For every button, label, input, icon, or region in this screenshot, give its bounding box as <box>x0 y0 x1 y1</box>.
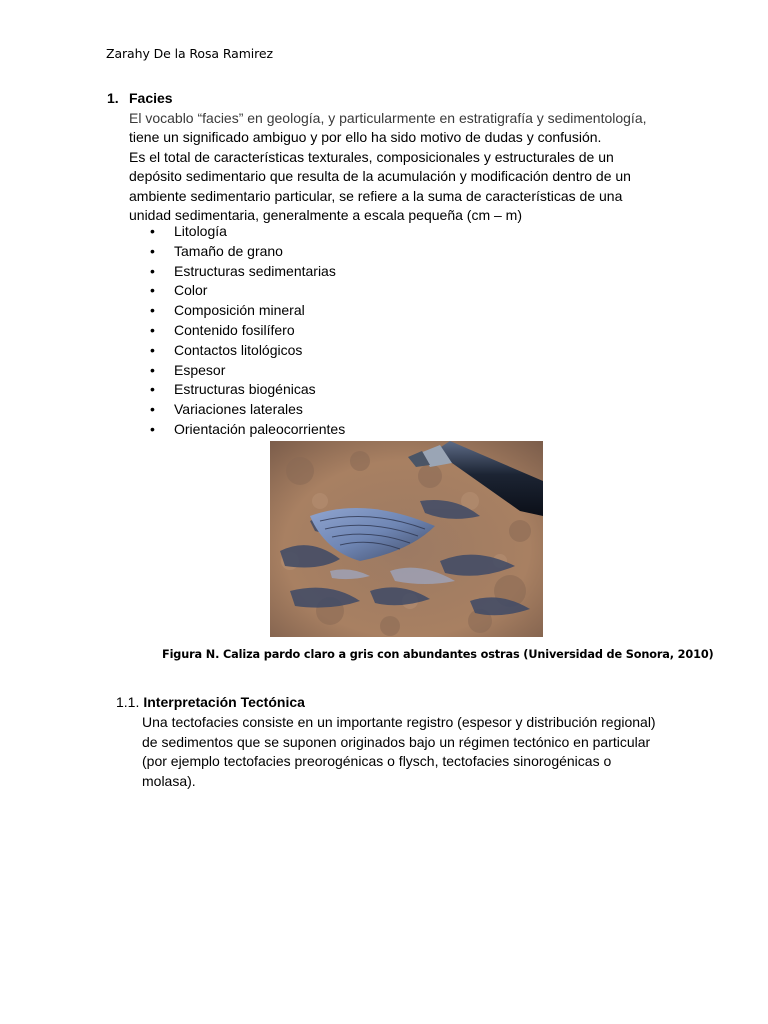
bullet-icon: • <box>150 420 155 437</box>
list-item: • Litología <box>150 222 345 242</box>
bullet-icon: • <box>150 341 155 358</box>
rock-photo <box>270 441 543 637</box>
subsection-heading <box>116 694 305 710</box>
author-name: Zarahy De la Rosa Ramirez <box>106 46 273 61</box>
list-item: • Variaciones laterales <box>150 400 345 420</box>
list-item: • Color <box>150 281 345 301</box>
intro-line: depósito sedimentario que resulta de la acumulación y modificación dentro de un <box>129 168 631 185</box>
section-title: Facies <box>129 90 173 106</box>
bullet-icon: • <box>150 282 155 299</box>
bullet-icon: • <box>150 321 155 338</box>
list-item: • Estructuras biogénicas <box>150 380 345 400</box>
body-line: (por ejemplo tectofacies preorogénicas o flysch, tectofacies sinorogénicas o <box>142 753 612 770</box>
bullet-icon: • <box>150 242 155 259</box>
bullet-icon: • <box>150 302 155 319</box>
list-item: • Estructuras sedimentarias <box>150 262 345 282</box>
intro-line: ambiente sedimentario particular, se refiere a la suma de características de una <box>129 187 623 204</box>
intro-line: El vocablo “facies” en geología, y particularmente en estratigrafía y sedimentología, <box>129 110 647 126</box>
bullet-icon: • <box>150 361 155 378</box>
bullet-icon: • <box>150 381 155 398</box>
intro-line: tiene un significado ambiguo y por ello ha sido motivo de dudas y confusión. <box>129 129 602 146</box>
section-number: 1. <box>107 90 119 106</box>
body-line: molasa). <box>142 772 196 789</box>
list-item: • Orientación paleocorrientes <box>150 420 345 440</box>
bullet-icon: • <box>150 262 155 279</box>
list-item: • Espesor <box>150 361 345 381</box>
bullet-icon: • <box>150 223 155 239</box>
list-item: • Composición mineral <box>150 301 345 321</box>
bullet-icon: • <box>150 401 155 418</box>
section-heading <box>107 90 173 106</box>
characteristics-list <box>150 222 345 440</box>
section-intro <box>129 109 659 225</box>
list-item: • Contactos litológicos <box>150 341 345 361</box>
subsection-number: 1.1. <box>116 694 140 710</box>
subsection-title: Interpretación Tectónica <box>143 694 305 710</box>
intro-line: Es el total de características texturales, composicionales y estructurales de un <box>129 148 614 165</box>
figure-caption: Figura N. Caliza pardo claro a gris con abundantes ostras (Universidad de Sonora, 2010) <box>162 648 714 661</box>
intro-line: unidad sedimentaria, generalmente a escala pequeña (cm – m) <box>129 207 523 224</box>
body-line: Una tectofacies consiste en un importante registro (espesor y distribución regional) <box>142 714 656 730</box>
body-line: de sedimentos que se suponen originados bajo un régimen tectónico en particular <box>142 733 651 750</box>
subsection-body <box>142 713 662 791</box>
list-item: • Tamaño de grano <box>150 242 345 262</box>
list-item: • Contenido fosilífero <box>150 321 345 341</box>
